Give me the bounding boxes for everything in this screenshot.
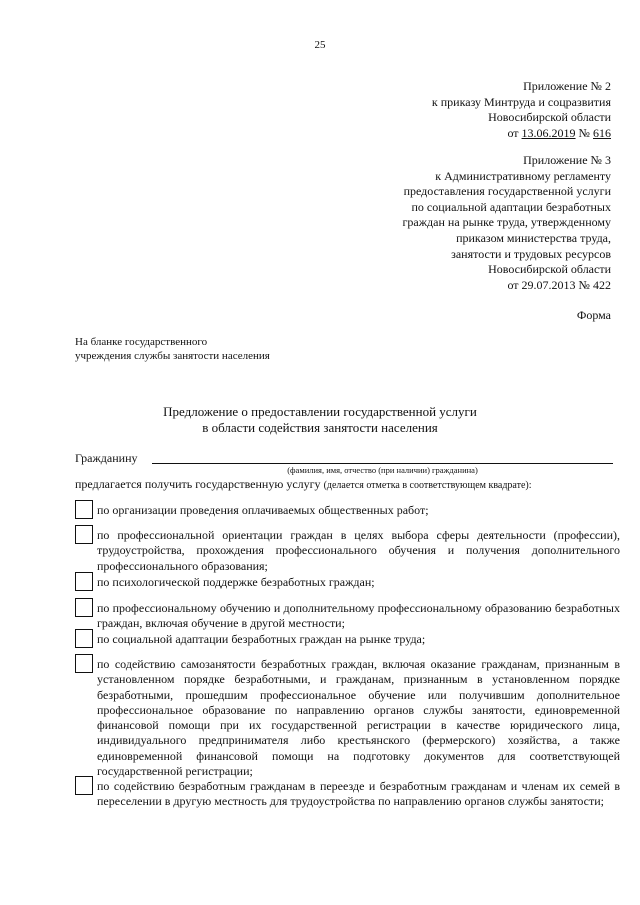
- appendix-2-block: [432, 79, 611, 141]
- option-checkbox[interactable]: [75, 525, 93, 544]
- option-checkbox[interactable]: [75, 572, 93, 591]
- appendix-3-line: занятости и трудовых ресурсов: [451, 246, 611, 261]
- appendix-3-line: к Административному регламенту: [435, 168, 611, 183]
- offer-note: (делается отметка в соответствующем квадрате):: [323, 480, 532, 491]
- appendix-3-line: приказом министерства труда,: [456, 230, 611, 245]
- offer-text: предлагается получить государственную услугу: [75, 477, 324, 491]
- letterhead-line: На бланке государственного: [75, 336, 208, 348]
- form-label: Форма: [576, 308, 611, 322]
- citizen-field-caption: (фамилия, имя, отчество (при наличии) гражданина): [287, 465, 478, 475]
- appendix-3-line: Приложение № 3: [523, 153, 611, 167]
- appendix-2-line: Новосибирской области: [488, 110, 611, 125]
- title-line: в области содействия занятости населения: [202, 420, 438, 435]
- option-text: по профессиональной ориентации граждан в целях выбора сферы деятельности (профессии), трудоустройства, прохождения профессионального обучения и получения дополнительного профессионального образования;: [97, 528, 620, 573]
- appendix-2-number: 616: [593, 125, 611, 140]
- appendix-3-line: Новосибирской области: [488, 262, 611, 277]
- option-text: по содействию безработным гражданам в переезде и безработным гражданам и членам их семей в переселении в другую местность для трудоустройства по направлению органов службы занятости;: [97, 779, 620, 809]
- appendix-3-line: от 29.07.2013 № 422: [507, 277, 611, 292]
- document-title: [0, 404, 640, 436]
- appendix-2-line: к приказу Минтруда и соцразвития: [431, 94, 611, 109]
- appendix-2-line: Приложение № 2: [523, 79, 611, 93]
- page-number: 25: [314, 39, 326, 51]
- option-checkbox[interactable]: [75, 500, 93, 519]
- option-text: по психологической поддержке безработных граждан;: [97, 575, 375, 589]
- appendix-3-line: по социальной адаптации безработных: [411, 199, 611, 214]
- date-prefix: от: [507, 125, 522, 140]
- citizen-name-field[interactable]: [152, 463, 613, 464]
- appendix-2-date: 13.06.2019: [521, 125, 576, 140]
- number-prefix: №: [575, 125, 593, 140]
- option-checkbox[interactable]: [75, 598, 93, 617]
- letterhead-note: [75, 336, 270, 363]
- appendix-3-line: граждан на рынке труда, утвержденному: [402, 215, 611, 230]
- option-checkbox[interactable]: [75, 629, 93, 648]
- option-text: по организации проведения оплачиваемых общественных работ;: [97, 503, 429, 517]
- appendix-2-date-line: [432, 126, 611, 142]
- option-text: по содействию самозанятости безработных граждан, включая оказание гражданам, признанным в установленном порядке безработными, и гражданам, признанным в установленном порядке безработными, прошедшим профессиональное обучение или получившим дополнительное профессиональное образование по направлению органов службы занятости, единовременной финансовой помощи при их государственной регистрации в качестве юридического лица, индивидуального предпринимателя либо крестьянского (фермерского) хозяйства, а также единовременной финансовой помощи на подготовку документов для соответствующей государственной регистрации;: [97, 657, 620, 779]
- option-text: по социальной адаптации безработных граждан на рынке труда;: [97, 632, 426, 646]
- option-checkbox[interactable]: [75, 654, 93, 673]
- title-line: Предложение о предоставлении государственной услуги: [163, 404, 477, 419]
- citizen-label: Гражданину: [75, 451, 138, 465]
- letterhead-line: учреждения службы занятости населения: [75, 349, 270, 362]
- option-checkbox[interactable]: [75, 776, 93, 795]
- appendix-3-block: [403, 153, 612, 293]
- option-text: по профессиональному обучению и дополнительному профессиональному образованию безработных граждан, включая обучение в другой местности;: [97, 601, 620, 631]
- appendix-3-line: предоставления государственной услуги: [403, 184, 611, 199]
- offer-line: [75, 477, 532, 492]
